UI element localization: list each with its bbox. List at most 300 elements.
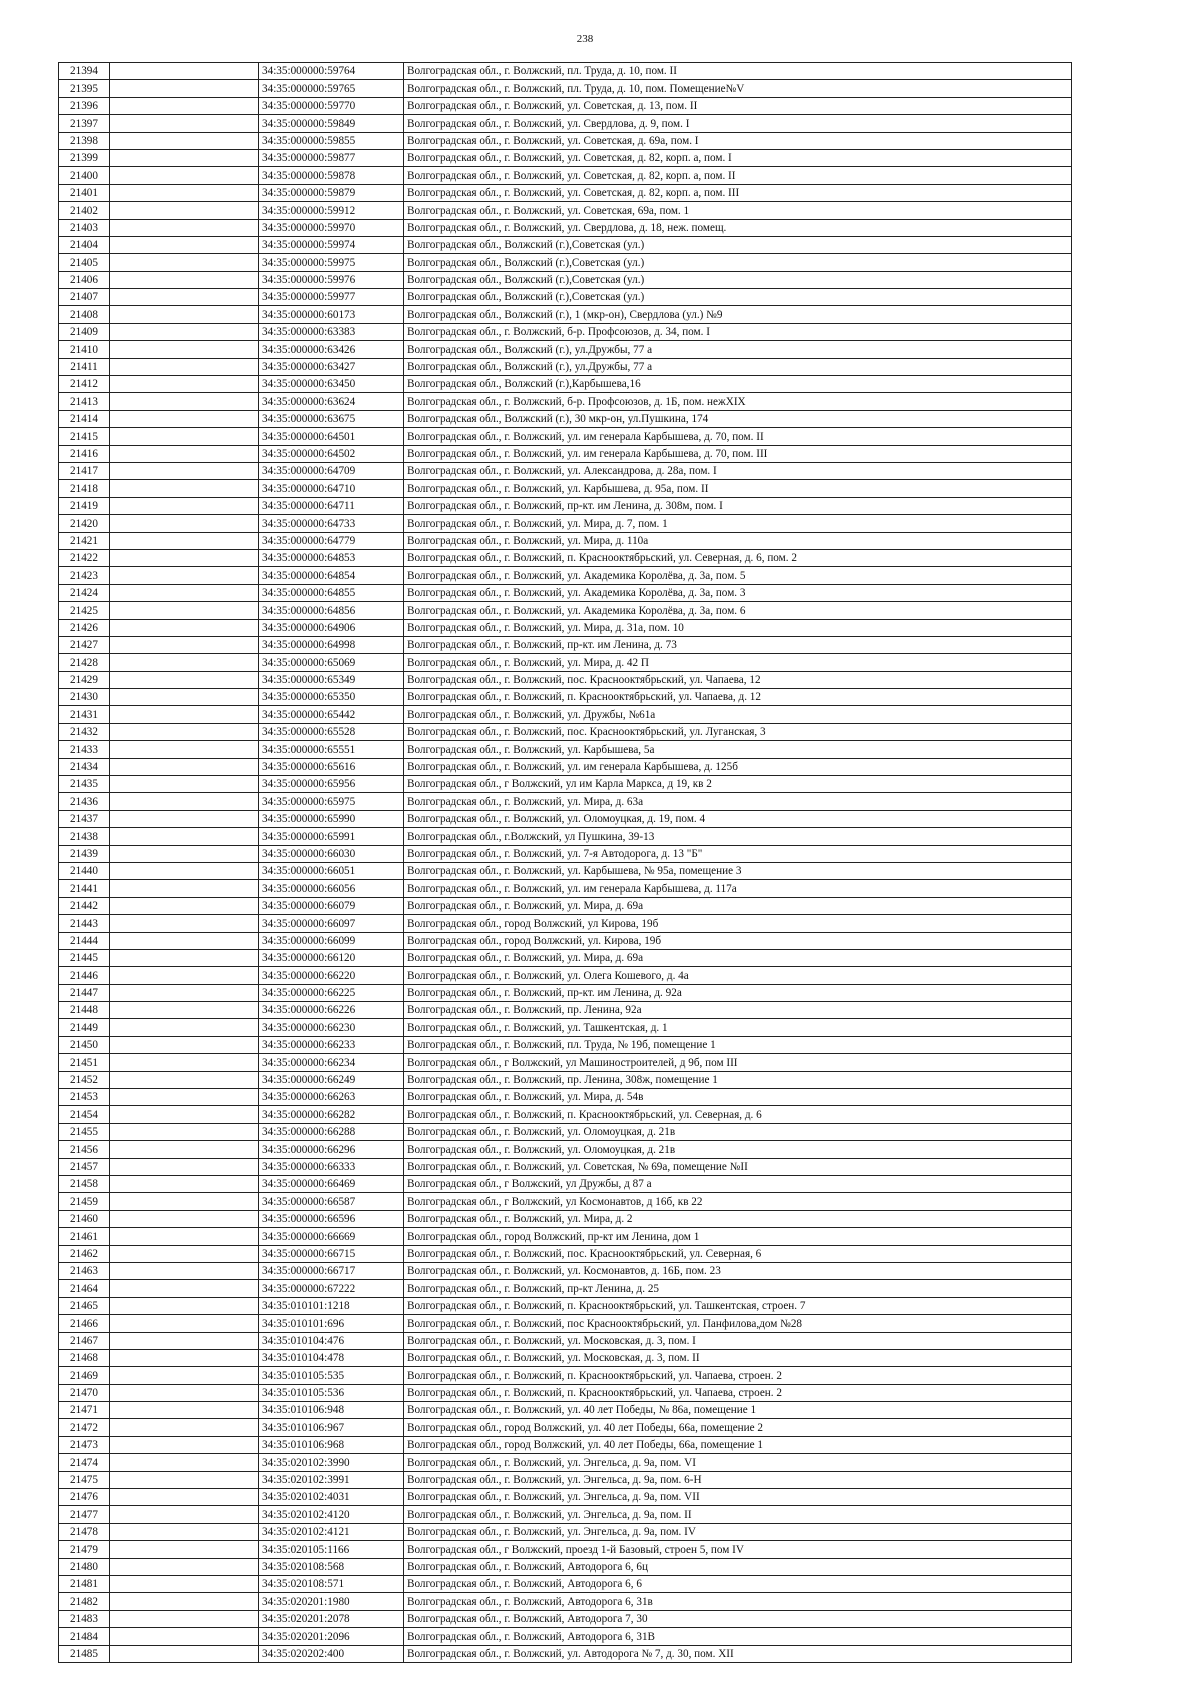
address: Волгоградская обл., г. Волжский, Автодорога 6, 6ц (404, 1558, 1072, 1575)
empty-cell (110, 132, 259, 149)
row-number: 21484 (59, 1628, 110, 1645)
cadastral-number: 34:35:000000:63383 (259, 323, 404, 340)
empty-cell (110, 1454, 259, 1471)
cadastral-number: 34:35:000000:66051 (259, 862, 404, 879)
table-row (59, 184, 1072, 201)
empty-cell (110, 306, 259, 323)
empty-cell (110, 1575, 259, 1592)
row-number: 21413 (59, 393, 110, 410)
table-row (59, 410, 1072, 427)
row-number: 21409 (59, 323, 110, 340)
address: Волгоградская обл., г. Волжский, ул. им генерала Карбышева, д. 117а (404, 880, 1072, 897)
table-row (59, 341, 1072, 358)
table-row (59, 1228, 1072, 1245)
row-number: 21466 (59, 1315, 110, 1332)
row-number: 21457 (59, 1158, 110, 1175)
table-row (59, 1523, 1072, 1540)
row-number: 21412 (59, 376, 110, 393)
cadastral-number: 34:35:020102:4120 (259, 1506, 404, 1523)
cadastral-number: 34:35:000000:66249 (259, 1071, 404, 1088)
address: Волгоградская обл., г. Волжский, Автодорога 6, 31в (404, 1593, 1072, 1610)
address: Волгоградская обл., г. Волжский, п. Краснооктябрьский, ул. Ташкентская, строен. 7 (404, 1297, 1072, 1314)
table-row (59, 480, 1072, 497)
cadastral-number: 34:35:000000:64906 (259, 619, 404, 636)
table-row (59, 1367, 1072, 1384)
cadastral-number: 34:35:000000:66333 (259, 1158, 404, 1175)
row-number: 21414 (59, 410, 110, 427)
address: Волгоградская обл., Волжский (г.),Советская (ул.) (404, 254, 1072, 271)
empty-cell (110, 1506, 259, 1523)
table-row (59, 880, 1072, 897)
table-row (59, 1489, 1072, 1506)
address: Волгоградская обл., г. Волжский, п. Краснооктябрьский, ул. Чапаева, строен. 2 (404, 1384, 1072, 1401)
row-number: 21449 (59, 1019, 110, 1036)
row-number: 21395 (59, 80, 110, 97)
cadastral-number: 34:35:020201:2078 (259, 1610, 404, 1627)
empty-cell (110, 915, 259, 932)
table-row (59, 1558, 1072, 1575)
cadastral-number: 34:35:000000:64779 (259, 532, 404, 549)
empty-cell (110, 1349, 259, 1366)
empty-cell (110, 949, 259, 966)
empty-cell (110, 202, 259, 219)
row-number: 21444 (59, 932, 110, 949)
address: Волгоградская обл., г. Волжский, пр. Ленина, 92а (404, 1002, 1072, 1019)
cadastral-number: 34:35:000000:64709 (259, 462, 404, 479)
address: Волгоградская обл., г. Волжский, ул. Автодорога № 7, д. 30, пом. XII (404, 1645, 1072, 1662)
row-number: 21399 (59, 149, 110, 166)
address: Волгоградская обл., г. Волжский, п. Краснооктябрьский, ул. Чапаева, строен. 2 (404, 1367, 1072, 1384)
address: Волгоградская обл., г. Волжский, ул. Мира, д. 7, пом. 1 (404, 515, 1072, 532)
empty-cell (110, 271, 259, 288)
cadastral-number: 34:35:000000:59878 (259, 167, 404, 184)
empty-cell (110, 393, 259, 410)
empty-cell (110, 776, 259, 793)
cadastral-number: 34:35:000000:64711 (259, 497, 404, 514)
address: Волгоградская обл., город Волжский, пр-кт им Ленина, дом 1 (404, 1228, 1072, 1245)
table-row (59, 1019, 1072, 1036)
row-number: 21400 (59, 167, 110, 184)
cadastral-number: 34:35:000000:64501 (259, 428, 404, 445)
row-number: 21476 (59, 1489, 110, 1506)
address: Волгоградская обл., г. Волжский, пр. Ленина, 308ж, помещение 1 (404, 1071, 1072, 1088)
cadastral-number: 34:35:000000:59974 (259, 236, 404, 253)
table-row (59, 1610, 1072, 1627)
address: Волгоградская обл., г. Волжский, ул. Мира, д. 63а (404, 793, 1072, 810)
address: Волгоградская обл., г. Волжский, пос. Краснооктябрьский, ул. Северная, 6 (404, 1245, 1072, 1262)
table-row (59, 376, 1072, 393)
cadastral-number: 34:35:000000:64710 (259, 480, 404, 497)
row-number: 21410 (59, 341, 110, 358)
address: Волгоградская обл., г.Волжский, ул Пушкина, 39-13 (404, 828, 1072, 845)
empty-cell (110, 1280, 259, 1297)
empty-cell (110, 636, 259, 653)
empty-cell (110, 1610, 259, 1627)
row-number: 21462 (59, 1245, 110, 1262)
address: Волгоградская обл., город Волжский, ул. 40 лет Победы, 66а, помещение 2 (404, 1419, 1072, 1436)
empty-cell (110, 63, 259, 80)
cadastral-number: 34:35:000000:66296 (259, 1141, 404, 1158)
address: Волгоградская обл., г. Волжский, ул. Мира, д. 69а (404, 897, 1072, 914)
address: Волгоградская обл., город Волжский, ул Кирова, 19б (404, 915, 1072, 932)
empty-cell (110, 1419, 259, 1436)
cadastral-number: 34:35:000000:65616 (259, 758, 404, 775)
address: Волгоградская обл., г. Волжский, ул. Советская, д. 82, корп. а, пом. I (404, 149, 1072, 166)
cadastral-number: 34:35:010106:968 (259, 1436, 404, 1453)
empty-cell (110, 184, 259, 201)
address: Волгоградская обл., г. Волжский, ул. Оломоуцкая, д. 19, пом. 4 (404, 810, 1072, 827)
row-number: 21473 (59, 1436, 110, 1453)
cadastral-number: 34:35:000000:65990 (259, 810, 404, 827)
address: Волгоградская обл., г. Волжский, ул. 7-я Автодорога, д. 13 "Б" (404, 845, 1072, 862)
row-number: 21470 (59, 1384, 110, 1401)
table-row (59, 1315, 1072, 1332)
address: Волгоградская обл., г. Волжский, п. Краснооктябрьский, ул. Северная, д. 6, пом. 2 (404, 549, 1072, 566)
cadastral-number: 34:35:000000:66596 (259, 1210, 404, 1227)
table-row (59, 915, 1072, 932)
address: Волгоградская обл., г. Волжский, пл. Труда, № 19б, помещение 1 (404, 1036, 1072, 1053)
table-row (59, 428, 1072, 445)
empty-cell (110, 289, 259, 306)
empty-cell (110, 654, 259, 671)
address: Волгоградская обл., г. Волжский, ул. 40 лет Победы, № 86а, помещение 1 (404, 1402, 1072, 1419)
row-number: 21474 (59, 1454, 110, 1471)
table-row (59, 1106, 1072, 1123)
row-number: 21461 (59, 1228, 110, 1245)
row-number: 21424 (59, 584, 110, 601)
address: Волгоградская обл., г. Волжский, п. Краснооктябрьский, ул. Чапаева, д. 12 (404, 689, 1072, 706)
table-row (59, 897, 1072, 914)
address: Волгоградская обл., г. Волжский, ул. Дружбы, №61а (404, 706, 1072, 723)
empty-cell (110, 1228, 259, 1245)
row-number: 21397 (59, 115, 110, 132)
cadastral-number: 34:35:000000:66030 (259, 845, 404, 862)
row-number: 21436 (59, 793, 110, 810)
empty-cell (110, 1071, 259, 1088)
table-row (59, 671, 1072, 688)
empty-cell (110, 358, 259, 375)
cadastral-number: 34:35:000000:65975 (259, 793, 404, 810)
property-registry-table (58, 62, 1072, 1663)
empty-cell (110, 97, 259, 114)
cadastral-number: 34:35:000000:59877 (259, 149, 404, 166)
row-number: 21408 (59, 306, 110, 323)
cadastral-number: 34:35:020102:4031 (259, 1489, 404, 1506)
table-row (59, 1158, 1072, 1175)
address: Волгоградская обл., г. Волжский, пр-кт. им Ленина, д. 92а (404, 984, 1072, 1001)
row-number: 21422 (59, 549, 110, 566)
cadastral-number: 34:35:000000:59849 (259, 115, 404, 132)
row-number: 21434 (59, 758, 110, 775)
empty-cell (110, 167, 259, 184)
cadastral-number: 34:35:000000:65442 (259, 706, 404, 723)
cadastral-number: 34:35:000000:65956 (259, 776, 404, 793)
cadastral-number: 34:35:000000:64855 (259, 584, 404, 601)
table-row (59, 1419, 1072, 1436)
address: Волгоградская обл., г. Волжский, ул. Свердлова, д. 9, пом. I (404, 115, 1072, 132)
table-row (59, 236, 1072, 253)
row-number: 21464 (59, 1280, 110, 1297)
empty-cell (110, 1158, 259, 1175)
cadastral-number: 34:35:000000:59765 (259, 80, 404, 97)
row-number: 21453 (59, 1089, 110, 1106)
empty-cell (110, 1471, 259, 1488)
address: Волгоградская обл., г. Волжский, ул. Мира, д. 31а, пом. 10 (404, 619, 1072, 636)
address: Волгоградская обл., город Волжский, ул. Кирова, 19б (404, 932, 1072, 949)
table-row (59, 1454, 1072, 1471)
address: Волгоградская обл., г. Волжский, ул. Карбышева, № 95а, помещение 3 (404, 862, 1072, 879)
row-number: 21482 (59, 1593, 110, 1610)
cadastral-number: 34:35:000000:66263 (259, 1089, 404, 1106)
address: Волгоградская обл., г. Волжский, б-р. Профсоюзов, д. 1Б, пом. нежXIX (404, 393, 1072, 410)
row-number: 21407 (59, 289, 110, 306)
table-row (59, 219, 1072, 236)
cadastral-number: 34:35:000000:65551 (259, 741, 404, 758)
address: Волгоградская обл., г. Волжский, ул. Энгельса, д. 9а, пом. II (404, 1506, 1072, 1523)
row-number: 21430 (59, 689, 110, 706)
cadastral-number: 34:35:000000:66715 (259, 1245, 404, 1262)
empty-cell (110, 323, 259, 340)
address: Волгоградская обл., Волжский (г.), ул.Дружбы, 77 а (404, 341, 1072, 358)
cadastral-number: 34:35:000000:66056 (259, 880, 404, 897)
table-row (59, 1036, 1072, 1053)
table-row (59, 1054, 1072, 1071)
table-row (59, 202, 1072, 219)
table-row (59, 1089, 1072, 1106)
empty-cell (110, 532, 259, 549)
empty-cell (110, 1262, 259, 1279)
cadastral-number: 34:35:010104:476 (259, 1332, 404, 1349)
cadastral-number: 34:35:000000:59770 (259, 97, 404, 114)
empty-cell (110, 1141, 259, 1158)
empty-cell (110, 480, 259, 497)
row-number: 21439 (59, 845, 110, 862)
empty-cell (110, 1402, 259, 1419)
table-row (59, 515, 1072, 532)
row-number: 21479 (59, 1541, 110, 1558)
empty-cell (110, 793, 259, 810)
cadastral-number: 34:35:000000:66120 (259, 949, 404, 966)
cadastral-number: 34:35:010104:478 (259, 1349, 404, 1366)
cadastral-number: 34:35:000000:59855 (259, 132, 404, 149)
row-number: 21438 (59, 828, 110, 845)
row-number: 21404 (59, 236, 110, 253)
cadastral-number: 34:35:000000:65350 (259, 689, 404, 706)
row-number: 21421 (59, 532, 110, 549)
table-row (59, 1645, 1072, 1662)
cadastral-number: 34:35:010101:696 (259, 1315, 404, 1332)
table-row (59, 1575, 1072, 1592)
address: Волгоградская обл., г. Волжский, ул. Ташкентская, д. 1 (404, 1019, 1072, 1036)
row-number: 21441 (59, 880, 110, 897)
address: Волгоградская обл., г. Волжский, ул. Энгельса, д. 9а, пом. 6-Н (404, 1471, 1072, 1488)
address: Волгоградская обл., г. Волжский, б-р. Профсоюзов, д. 34, пом. I (404, 323, 1072, 340)
row-number: 21415 (59, 428, 110, 445)
address: Волгоградская обл., г. Волжский, ул. Оломоуцкая, д. 21в (404, 1141, 1072, 1158)
row-number: 21485 (59, 1645, 110, 1662)
table-row (59, 654, 1072, 671)
empty-cell (110, 428, 259, 445)
row-number: 21465 (59, 1297, 110, 1314)
row-number: 21468 (59, 1349, 110, 1366)
table-row (59, 862, 1072, 879)
table-row (59, 949, 1072, 966)
empty-cell (110, 1036, 259, 1053)
table-row (59, 567, 1072, 584)
empty-cell (110, 149, 259, 166)
cadastral-number: 34:35:000000:66469 (259, 1176, 404, 1193)
address: Волгоградская обл., г. Волжский, ул. Мира, д. 2 (404, 1210, 1072, 1227)
table-row (59, 1402, 1072, 1419)
cadastral-number: 34:35:000000:63624 (259, 393, 404, 410)
address: Волгоградская обл., г. Волжский, ул. Академика Королёва, д. 3а, пом. 3 (404, 584, 1072, 601)
empty-cell (110, 1523, 259, 1540)
address: Волгоградская обл., г. Волжский, пр-кт. им Ленина, д. 308м, пом. I (404, 497, 1072, 514)
empty-cell (110, 880, 259, 897)
table-row (59, 1123, 1072, 1140)
row-number: 21418 (59, 480, 110, 497)
address: Волгоградская обл., г. Волжский, пл. Труда, д. 10, пом. Помещение№V (404, 80, 1072, 97)
cadastral-number: 34:35:000000:59975 (259, 254, 404, 271)
table-row (59, 1349, 1072, 1366)
row-number: 21427 (59, 636, 110, 653)
empty-cell (110, 619, 259, 636)
cadastral-number: 34:35:000000:66234 (259, 1054, 404, 1071)
table-row (59, 758, 1072, 775)
address: Волгоградская обл., г. Волжский, пр-кт Ленина, д. 25 (404, 1280, 1072, 1297)
empty-cell (110, 1245, 259, 1262)
address: Волгоградская обл., г. Волжский, ул. Энгельса, д. 9а, пом. VI (404, 1454, 1072, 1471)
row-number: 21445 (59, 949, 110, 966)
address: Волгоградская обл., Волжский (г.), ул.Дружбы, 77 а (404, 358, 1072, 375)
row-number: 21429 (59, 671, 110, 688)
table-row (59, 306, 1072, 323)
address: Волгоградская обл., г. Волжский, ул. Академика Королёва, д. 3а, пом. 5 (404, 567, 1072, 584)
cadastral-number: 34:35:010105:536 (259, 1384, 404, 1401)
table-row (59, 393, 1072, 410)
empty-cell (110, 236, 259, 253)
row-number: 21420 (59, 515, 110, 532)
cadastral-number: 34:35:000000:63427 (259, 358, 404, 375)
cadastral-number: 34:35:020108:568 (259, 1558, 404, 1575)
row-number: 21403 (59, 219, 110, 236)
empty-cell (110, 1106, 259, 1123)
cadastral-number: 34:35:000000:60173 (259, 306, 404, 323)
empty-cell (110, 549, 259, 566)
table-row (59, 1245, 1072, 1262)
table-row (59, 63, 1072, 80)
empty-cell (110, 1558, 259, 1575)
table-row (59, 1297, 1072, 1314)
empty-cell (110, 1489, 259, 1506)
row-number: 21472 (59, 1419, 110, 1436)
table-row (59, 689, 1072, 706)
row-number: 21402 (59, 202, 110, 219)
address: Волгоградская обл., г. Волжский, ул. Карбышева, 5а (404, 741, 1072, 758)
row-number: 21467 (59, 1332, 110, 1349)
cadastral-number: 34:35:000000:59764 (259, 63, 404, 80)
row-number: 21398 (59, 132, 110, 149)
table-row (59, 1332, 1072, 1349)
table-row (59, 1384, 1072, 1401)
cadastral-number: 34:35:000000:63426 (259, 341, 404, 358)
address: Волгоградская обл., г. Волжский, пос. Краснооктябрьский, ул. Луганская, 3 (404, 723, 1072, 740)
row-number: 21447 (59, 984, 110, 1001)
address: Волгоградская обл., г. Волжский, ул. Энгельса, д. 9а, пом. IV (404, 1523, 1072, 1540)
empty-cell (110, 1593, 259, 1610)
cadastral-number: 34:35:010106:948 (259, 1402, 404, 1419)
table-row (59, 254, 1072, 271)
cadastral-number: 34:35:000000:59912 (259, 202, 404, 219)
address: Волгоградская обл., г. Волжский, ул. Советская, д. 82, корп. а, пом. II (404, 167, 1072, 184)
empty-cell (110, 80, 259, 97)
table-row (59, 1176, 1072, 1193)
empty-cell (110, 515, 259, 532)
address: Волгоградская обл., г Волжский, ул Космонавтов, д 16б, кв 22 (404, 1193, 1072, 1210)
empty-cell (110, 1054, 259, 1071)
row-number: 21463 (59, 1262, 110, 1279)
row-number: 21448 (59, 1002, 110, 1019)
address: Волгоградская обл., г. Волжский, ул. Советская, д. 82, корп. а, пом. III (404, 184, 1072, 201)
row-number: 21483 (59, 1610, 110, 1627)
table-row (59, 636, 1072, 653)
table-row (59, 1436, 1072, 1453)
empty-cell (110, 254, 259, 271)
row-number: 21454 (59, 1106, 110, 1123)
address: Волгоградская обл., г. Волжский, ул. Карбышева, д. 95а, пом. II (404, 480, 1072, 497)
row-number: 21458 (59, 1176, 110, 1193)
table-row (59, 602, 1072, 619)
cadastral-number: 34:35:000000:66233 (259, 1036, 404, 1053)
empty-cell (110, 497, 259, 514)
cadastral-number: 34:35:020102:4121 (259, 1523, 404, 1540)
address: Волгоградская обл., г. Волжский, ул. Советская, № 69а, помещение №II (404, 1158, 1072, 1175)
row-number: 21450 (59, 1036, 110, 1053)
address: Волгоградская обл., г Волжский, проезд 1-й Базовый, строен 5, пом IV (404, 1541, 1072, 1558)
table-row (59, 1593, 1072, 1610)
cadastral-number: 34:35:020202:400 (259, 1645, 404, 1662)
empty-cell (110, 1367, 259, 1384)
address: Волгоградская обл., г. Волжский, ул. им генерала Карбышева, д. 70, пом. II (404, 428, 1072, 445)
table-row (59, 462, 1072, 479)
cadastral-number: 34:35:000000:65528 (259, 723, 404, 740)
empty-cell (110, 602, 259, 619)
table-row (59, 1280, 1072, 1297)
cadastral-number: 34:35:000000:63675 (259, 410, 404, 427)
empty-cell (110, 1541, 259, 1558)
address: Волгоградская обл., г. Волжский, пос Краснооктябрьский, ул. Панфилова,дом №28 (404, 1315, 1072, 1332)
address: Волгоградская обл., г. Волжский, ул. Мира, д. 69а (404, 949, 1072, 966)
table-row (59, 810, 1072, 827)
address: Волгоградская обл., г. Волжский, пр-кт. им Ленина, д. 73 (404, 636, 1072, 653)
empty-cell (110, 1210, 259, 1227)
empty-cell (110, 341, 259, 358)
cadastral-number: 34:35:010106:967 (259, 1419, 404, 1436)
empty-cell (110, 445, 259, 462)
cadastral-number: 34:35:020102:3991 (259, 1471, 404, 1488)
row-number: 21433 (59, 741, 110, 758)
empty-cell (110, 1089, 259, 1106)
address: Волгоградская обл., г. Волжский, ул. Академика Королёва, д. 3а, пом. 6 (404, 602, 1072, 619)
empty-cell (110, 219, 259, 236)
empty-cell (110, 1002, 259, 1019)
row-number: 21425 (59, 602, 110, 619)
cadastral-number: 34:35:000000:66717 (259, 1262, 404, 1279)
row-number: 21440 (59, 862, 110, 879)
table-row (59, 97, 1072, 114)
cadastral-number: 34:35:010105:535 (259, 1367, 404, 1384)
table-row (59, 497, 1072, 514)
